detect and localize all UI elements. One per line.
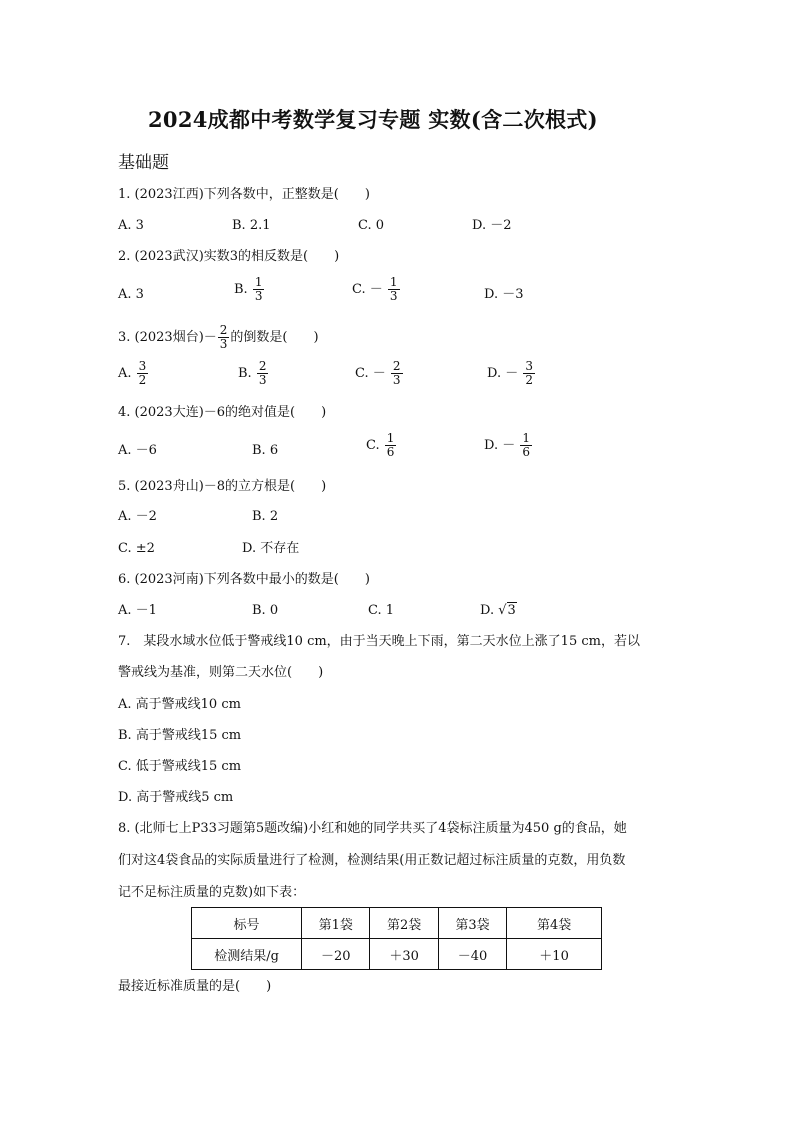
option-d: D. 高于警戒线5 cm [118,790,234,805]
option-b: B. 2.1 [232,218,271,233]
fraction: $\frac{3}{2}$ [525,359,534,387]
option-c: C. － $\frac{2}{3}$ [355,359,401,387]
fraction: $\frac{2}{3}$ [392,359,401,387]
results-table [191,907,602,970]
question-stem-line-2: 们对这4袋食品的实际质量进行了检测，检测结果(用正数记超过标注质量的克数，用负数 [118,853,626,868]
option-d: D. －2 [472,218,512,233]
option-a: A. $\frac{3}{2}$ [118,359,147,387]
question-prompt: 最接近标准质量的是( ) [118,979,272,994]
option-d: D. － $\frac{3}{2}$ [487,359,534,387]
table-header: 第2袋 [370,908,438,939]
table-row [192,939,602,970]
option-c: C. $\frac{1}{6}$ [366,431,395,459]
option-a: A. 3 [118,218,144,233]
option-d: D. －3 [484,287,524,302]
option-c: C. 低于警戒线15 cm [118,759,242,774]
option-d: D. √3 [480,603,516,618]
option-d: D. － $\frac{1}{6}$ [484,431,531,459]
section-heading: 基础题 [118,153,169,173]
table-cell: －40 [438,939,506,970]
question-stem: 5. (2023舟山)－8的立方根是( ) [118,479,327,494]
question-stem: 4. (2023大连)－6的绝对值是( ) [118,405,327,420]
table-header: 第1袋 [302,908,370,939]
question-stem: 6. (2023河南)下列各数中最小的数是( ) [118,572,370,587]
table-row-label: 检测结果/g [192,939,302,970]
option-c: C. 0 [358,218,385,233]
fraction: $\frac{2}{3}$ [219,323,228,351]
square-root: √3 [498,603,516,618]
option-b: B. 0 [252,603,279,618]
fraction: $\frac{1}{6}$ [522,431,531,459]
question-stem: 3. (2023烟台)－ $\frac{2}{3}$ 的倒数是( ) [118,323,319,351]
table-cell: ＋10 [507,939,602,970]
option-b: B. 6 [252,443,279,458]
option-b: B. $\frac{2}{3}$ [238,359,267,387]
fraction: $\frac{1}{3}$ [389,275,398,303]
fraction: $\frac{3}{2}$ [138,359,147,387]
option-c: C. 1 [368,603,395,618]
option-a: A. 3 [118,287,144,302]
question-stem: 1. (2023江西)下列各数中，正整数是( ) [118,187,370,202]
table-cell: －20 [302,939,370,970]
table-header: 第3袋 [438,908,506,939]
table-header: 第4袋 [507,908,602,939]
option-a: A. －1 [118,603,157,618]
fraction: $\frac{1}{3}$ [254,275,263,303]
option-d: D. 不存在 [242,541,300,556]
page-title: 2024成都中考数学复习专题 实数(含二次根式) [148,107,598,132]
option-b: B. 2 [252,509,279,524]
option-a: A. －6 [118,443,157,458]
question-stem: 2. (2023武汉)实数3的相反数是( ) [118,249,340,264]
question-stem-line-3: 记不足标注质量的克数)如下表： [118,885,306,900]
option-c: C. － $\frac{1}{3}$ [352,275,398,303]
question-stem-line-1: 8. (北师七上P33习题第5题改编)小红和她的同学共买了4袋标注质量为450 g的食品，她 [118,821,627,836]
table-header-row [192,908,602,939]
table-cell: ＋30 [370,939,438,970]
option-b: B. 高于警戒线15 cm [118,728,242,743]
option-a: A. －2 [118,509,157,524]
option-c: C. ±2 [118,541,155,556]
question-stem-line-1: 7. 某段水域水位低于警戒线10 cm，由于当天晚上下雨，第二天水位上涨了15 cm，若以 [118,634,640,649]
fraction: $\frac{2}{3}$ [258,359,267,387]
option-a: A. 高于警戒线10 cm [118,697,241,712]
option-b: B. $\frac{1}{3}$ [234,275,263,303]
table-header: 标号 [192,908,302,939]
question-stem-line-2: 警戒线为基准，则第二天水位( ) [118,665,324,680]
fraction: $\frac{1}{6}$ [386,431,395,459]
